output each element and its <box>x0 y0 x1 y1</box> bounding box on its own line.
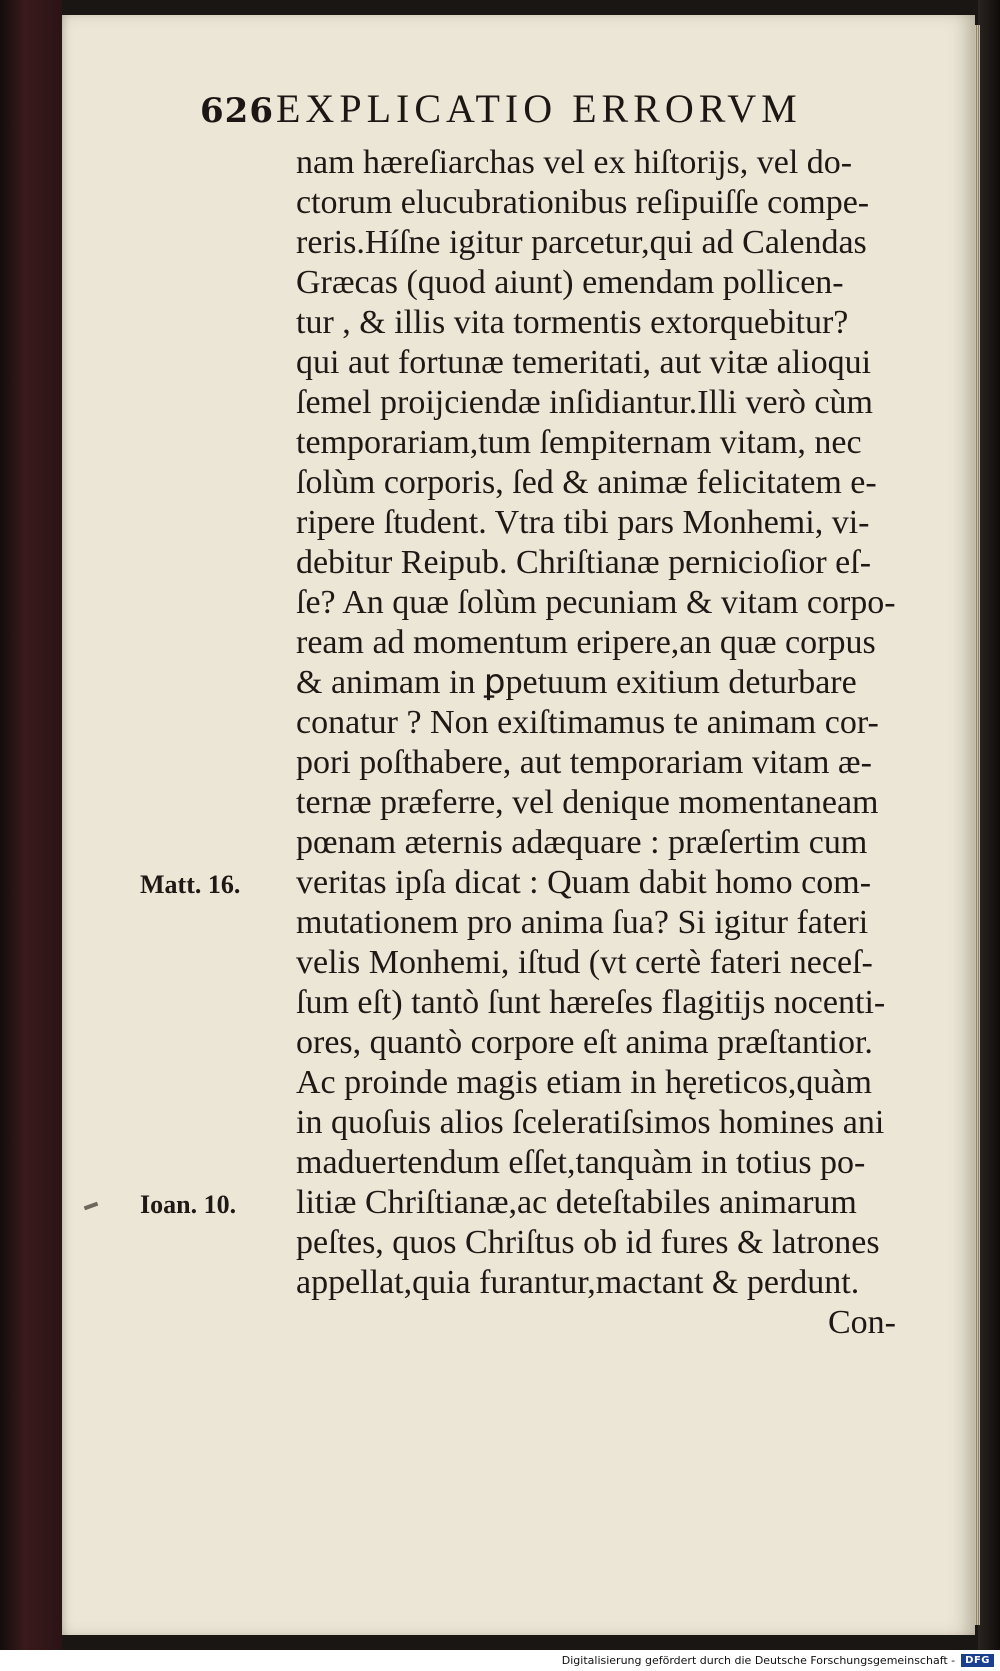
catchword: Con- <box>828 1304 896 1341</box>
text-line: ſemel proijciendæ inſidiantur.Illi verò cùm <box>296 384 873 421</box>
page-header <box>200 85 920 143</box>
text-line: reris.Híſne igitur parcetur,qui ad Calendas <box>296 224 867 261</box>
text-line: maduertendum eſſet,tanquàm in totius po- <box>296 1144 866 1181</box>
text-line: ſe? An quæ ſolùm pecuniam & vitam corpo- <box>296 584 896 621</box>
text-line: ream ad momentum eripere,an quæ corpus <box>296 624 876 661</box>
text-line: in quoſuis alios ſceleratiſsimos homines ani <box>296 1104 885 1141</box>
text-line: nam hæreſiarchas vel ex hiſtorijs, vel do- <box>296 144 853 181</box>
text-line: & animam in ꝑpetuum exitium deturbare <box>296 664 857 701</box>
dfg-logo-icon: DFG <box>961 1654 994 1667</box>
binding-cover <box>0 0 62 1650</box>
text-line: Ac proinde magis etiam in hęreticos,quàm <box>296 1064 872 1101</box>
text-line: ſolùm corporis, ſed & animæ felicitatem e- <box>296 464 877 501</box>
running-title: EXPLICATIO ERRORVM <box>276 86 802 131</box>
text-line: veritas ipſa dicat : Quam dabit homo com- <box>296 864 872 901</box>
digitization-footer <box>0 1650 1000 1671</box>
text-line: Græcas (quod aiunt) emendam pollicen- <box>296 264 844 301</box>
text-line: appellat,quia furantur,mactant & perdunt. <box>296 1264 860 1301</box>
book-edge <box>978 0 1000 1650</box>
body-text <box>296 143 936 1343</box>
text-line: qui aut fortunæ temeritati, aut vitæ alioqui <box>296 344 872 381</box>
text-line: conatur ? Non exiſtimamus te animam cor- <box>296 704 879 741</box>
funding-credit: Digitalisierung gefördert durch die Deutsche Forschungsgemeinschaft - <box>561 1654 956 1667</box>
text-line: tur , & illis vita tormentis extorquebitur? <box>296 304 849 341</box>
text-line: litiæ Chriſtianæ,ac deteſtabiles animarum <box>296 1184 857 1221</box>
text-line: mutationem pro anima ſua? Si igitur fateri <box>296 904 869 941</box>
text-line: ctorum elucubrationibus reſipuiſſe compe- <box>296 184 870 221</box>
text-line: ſum eſt) tantò ſunt hæreſes flagitijs nocenti- <box>296 984 886 1021</box>
margin-note-john: Ioan. 10. <box>140 1190 237 1219</box>
page-number: 626 <box>200 91 274 131</box>
text-line: ores, quantò corpore eſt anima præſtantior. <box>296 1024 873 1061</box>
text-line: debitur Reipub. Chriſtianæ pernicioſior eſ- <box>296 544 872 581</box>
text-line: velis Monhemi, iſtud (vt certè fateri neceſ- <box>296 944 873 981</box>
text-line: ternæ præferre, vel denique momentaneam <box>296 784 879 821</box>
text-line: pori poſthabere, aut temporariam vitam æ- <box>296 744 872 781</box>
text-line: ripere ſtudent. Vtra tibi pars Monhemi, vi- <box>296 504 870 541</box>
text-line: pœnam æternis adæquare : præſertim cum <box>296 824 868 861</box>
page-stack-edge <box>975 25 980 1625</box>
text-line: temporariam,tum ſempiternam vitam, nec <box>296 424 862 461</box>
text-line: peſtes, quos Chriſtus ob id fures & latrones <box>296 1224 880 1261</box>
margin-note-matthew: Matt. 16. <box>140 870 241 899</box>
